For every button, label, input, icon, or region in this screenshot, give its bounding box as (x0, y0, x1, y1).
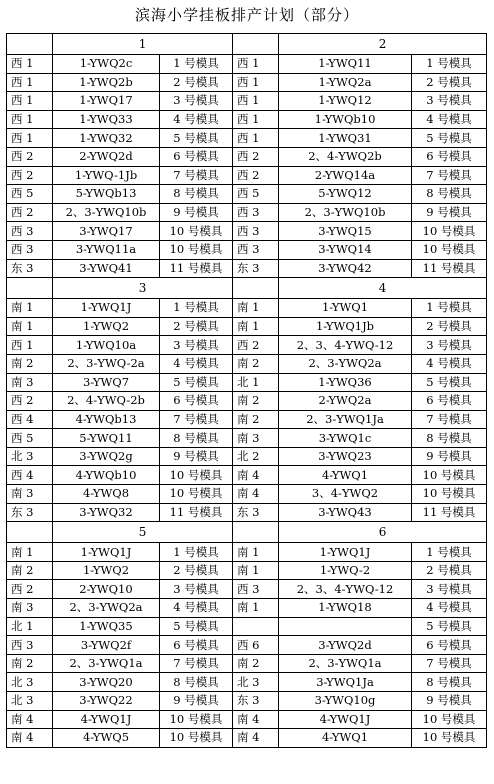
mold-cell: 5 号模具 (160, 373, 233, 392)
mold-cell: 8 号模具 (160, 185, 233, 204)
table-row (7, 561, 487, 580)
table-row (7, 203, 487, 222)
part-code-cell: 1-YWQ11 (279, 55, 412, 74)
part-code-cell: 1-YWQ18 (279, 599, 412, 618)
position-cell: 西 1 (7, 336, 53, 355)
position-cell: 南 1 (7, 299, 53, 318)
block-left-label: 3 (53, 278, 233, 299)
position-cell: 南 1 (233, 299, 279, 318)
mold-cell: 9 号模具 (412, 692, 487, 711)
part-code-cell: 3-YWQ20 (53, 673, 160, 692)
part-code-cell: 3、4-YWQ2 (279, 485, 412, 504)
mold-cell: 3 号模具 (160, 336, 233, 355)
part-code-cell: 5-YWQb13 (53, 185, 160, 204)
page-title: 滨海小学挂板排产计划（部分） (134, 6, 359, 24)
position-cell: 西 1 (7, 73, 53, 92)
block-header-spacer (7, 522, 53, 543)
mold-cell: 6 号模具 (412, 147, 487, 166)
part-code-cell: 1-YWQ10a (53, 336, 160, 355)
part-code-cell: 2、3-YWQ1a (279, 654, 412, 673)
position-cell (233, 617, 279, 636)
position-cell: 西 2 (7, 147, 53, 166)
part-code-cell: 1-YWQ1Jb (279, 317, 412, 336)
position-cell: 西 3 (7, 240, 53, 259)
mold-cell: 11 号模具 (160, 259, 233, 278)
mold-cell: 1 号模具 (412, 543, 487, 562)
mold-cell: 7 号模具 (412, 410, 487, 429)
position-cell: 南 1 (233, 317, 279, 336)
table-row (7, 729, 487, 748)
table-row (7, 673, 487, 692)
position-cell: 南 4 (233, 710, 279, 729)
part-code-cell: 3-YWQ7 (53, 373, 160, 392)
position-cell: 东 3 (233, 259, 279, 278)
table-row (7, 317, 487, 336)
block-right-label: 2 (279, 34, 487, 55)
position-cell: 西 3 (233, 240, 279, 259)
position-cell: 西 5 (233, 185, 279, 204)
mold-cell: 10 号模具 (412, 240, 487, 259)
mold-cell: 7 号模具 (412, 166, 487, 185)
position-cell: 东 3 (233, 692, 279, 711)
part-code-cell: 4-YWQb10 (53, 466, 160, 485)
mold-cell: 4 号模具 (412, 354, 487, 373)
mold-cell: 2 号模具 (160, 317, 233, 336)
table-row (7, 485, 487, 504)
block-header-spacer (233, 522, 279, 543)
part-code-cell: 1-YWQ17 (53, 92, 160, 111)
position-cell: 西 3 (233, 222, 279, 241)
position-cell: 西 2 (7, 203, 53, 222)
part-code-cell: 2、3-YWQ10b (53, 203, 160, 222)
table-row (7, 503, 487, 522)
position-cell: 南 4 (233, 485, 279, 504)
mold-cell: 10 号模具 (160, 485, 233, 504)
mold-cell: 4 号模具 (160, 599, 233, 618)
mold-cell: 8 号模具 (412, 185, 487, 204)
position-cell: 北 2 (233, 447, 279, 466)
table-row (7, 185, 487, 204)
part-code-cell: 1-YWQ1 (279, 299, 412, 318)
position-cell: 南 1 (7, 317, 53, 336)
position-cell: 南 4 (7, 710, 53, 729)
mold-cell: 1 号模具 (160, 299, 233, 318)
position-cell: 西 1 (7, 110, 53, 129)
part-code-cell: 3-YWQ1Ja (279, 673, 412, 692)
mold-cell: 9 号模具 (412, 203, 487, 222)
mold-cell: 10 号模具 (160, 222, 233, 241)
position-cell: 东 3 (7, 503, 53, 522)
table-row (7, 110, 487, 129)
table-row (7, 543, 487, 562)
position-cell: 西 5 (7, 429, 53, 448)
position-cell: 南 2 (233, 410, 279, 429)
block-header-row (7, 522, 487, 543)
position-cell: 西 1 (7, 55, 53, 74)
mold-cell: 9 号模具 (160, 692, 233, 711)
block-left-label: 1 (53, 34, 233, 55)
part-code-cell: 3-YWQ22 (53, 692, 160, 711)
position-cell: 南 2 (233, 392, 279, 411)
position-cell: 南 2 (233, 654, 279, 673)
part-code-cell: 2-YWQ2d (53, 147, 160, 166)
schedule-body (7, 34, 487, 748)
position-cell: 西 3 (7, 636, 53, 655)
position-cell: 北 3 (7, 447, 53, 466)
mold-cell: 2 号模具 (412, 317, 487, 336)
part-code-cell: 3-YWQ41 (53, 259, 160, 278)
mold-cell: 11 号模具 (160, 503, 233, 522)
table-row (7, 299, 487, 318)
part-code-cell: 2、3-YWQ1Ja (279, 410, 412, 429)
part-code-cell: 4-YWQ1 (279, 466, 412, 485)
block-header-spacer (7, 34, 53, 55)
part-code-cell: 4-YWQ5 (53, 729, 160, 748)
mold-cell: 1 号模具 (160, 543, 233, 562)
mold-cell: 4 号模具 (160, 110, 233, 129)
position-cell: 东 3 (7, 259, 53, 278)
mold-cell: 11 号模具 (412, 503, 487, 522)
table-row (7, 373, 487, 392)
part-code-cell: 2、3-YWQ2a (279, 354, 412, 373)
mold-cell: 4 号模具 (160, 354, 233, 373)
position-cell: 西 4 (7, 410, 53, 429)
table-row (7, 259, 487, 278)
position-cell: 西 2 (7, 580, 53, 599)
position-cell: 西 4 (7, 466, 53, 485)
part-code-cell: 1-YWQ32 (53, 129, 160, 148)
mold-cell: 3 号模具 (160, 92, 233, 111)
table-row (7, 92, 487, 111)
position-cell: 西 2 (7, 166, 53, 185)
position-cell: 西 6 (233, 636, 279, 655)
position-cell: 南 4 (7, 729, 53, 748)
position-cell: 南 1 (233, 599, 279, 618)
position-cell: 南 4 (233, 729, 279, 748)
part-code-cell: 2、3-YWQ10b (279, 203, 412, 222)
part-code-cell: 1-YWQ1J (53, 543, 160, 562)
position-cell: 南 2 (233, 354, 279, 373)
part-code-cell: 1-YWQ2 (53, 561, 160, 580)
mold-cell: 7 号模具 (412, 654, 487, 673)
part-code-cell: 3-YWQ10g (279, 692, 412, 711)
mold-cell: 5 号模具 (160, 129, 233, 148)
mold-cell: 8 号模具 (412, 429, 487, 448)
part-code-cell: 2、4-YWQ2b (279, 147, 412, 166)
table-row (7, 129, 487, 148)
mold-cell: 6 号模具 (412, 392, 487, 411)
position-cell: 北 3 (7, 692, 53, 711)
table-row (7, 147, 487, 166)
part-code-cell: 5-YWQ11 (53, 429, 160, 448)
table-row (7, 222, 487, 241)
position-cell: 南 3 (7, 599, 53, 618)
part-code-cell: 2-YWQ10 (53, 580, 160, 599)
block-left-label: 5 (53, 522, 233, 543)
part-code-cell: 1-YWQ35 (53, 617, 160, 636)
mold-cell: 6 号模具 (412, 636, 487, 655)
part-code-cell: 3-YWQ32 (53, 503, 160, 522)
part-code-cell: 3-YWQ42 (279, 259, 412, 278)
mold-cell: 3 号模具 (412, 92, 487, 111)
mold-cell: 4 号模具 (412, 599, 487, 618)
part-code-cell: 4-YWQ8 (53, 485, 160, 504)
mold-cell: 8 号模具 (160, 429, 233, 448)
table-row (7, 580, 487, 599)
position-cell: 西 1 (7, 92, 53, 111)
mold-cell: 7 号模具 (160, 654, 233, 673)
part-code-cell: 3-YWQ2g (53, 447, 160, 466)
mold-cell: 1 号模具 (412, 299, 487, 318)
position-cell: 东 3 (233, 503, 279, 522)
part-code-cell: 3-YWQ2d (279, 636, 412, 655)
mold-cell: 5 号模具 (412, 129, 487, 148)
part-code-cell: 1-YWQ2b (53, 73, 160, 92)
part-code-cell: 2、3-YWQ-2a (53, 354, 160, 373)
table-row (7, 429, 487, 448)
part-code-cell: 4-YWQ1J (279, 710, 412, 729)
block-header-spacer (233, 34, 279, 55)
part-code-cell: 1-YWQ1J (279, 543, 412, 562)
mold-cell: 6 号模具 (160, 147, 233, 166)
position-cell: 西 3 (233, 203, 279, 222)
block-right-label: 6 (279, 522, 487, 543)
mold-cell: 10 号模具 (412, 222, 487, 241)
position-cell: 南 2 (7, 561, 53, 580)
table-row (7, 392, 487, 411)
table-row (7, 692, 487, 711)
position-cell: 北 1 (7, 617, 53, 636)
mold-cell: 7 号模具 (160, 166, 233, 185)
part-code-cell: 2、4-YWQ-2b (53, 392, 160, 411)
position-cell: 西 2 (233, 147, 279, 166)
table-row (7, 240, 487, 259)
part-code-cell: 1-YWQ33 (53, 110, 160, 129)
part-code-cell: 1-YWQ2c (53, 55, 160, 74)
mold-cell: 9 号模具 (160, 203, 233, 222)
part-code-cell: 5-YWQ12 (279, 185, 412, 204)
position-cell: 南 3 (7, 373, 53, 392)
mold-cell: 9 号模具 (160, 447, 233, 466)
table-row (7, 410, 487, 429)
mold-cell: 9 号模具 (412, 447, 487, 466)
mold-cell: 10 号模具 (412, 710, 487, 729)
position-cell: 北 3 (7, 673, 53, 692)
position-cell: 南 1 (7, 543, 53, 562)
position-cell: 南 3 (7, 485, 53, 504)
table-row (7, 466, 487, 485)
position-cell: 南 1 (233, 561, 279, 580)
mold-cell: 10 号模具 (160, 466, 233, 485)
position-cell: 西 3 (7, 222, 53, 241)
mold-cell: 3 号模具 (412, 336, 487, 355)
table-row (7, 710, 487, 729)
mold-cell: 7 号模具 (160, 410, 233, 429)
block-right-label: 4 (279, 278, 487, 299)
mold-cell: 5 号模具 (412, 373, 487, 392)
table-row (7, 617, 487, 636)
mold-cell: 10 号模具 (412, 729, 487, 748)
part-code-cell: 1-YWQ-2 (279, 561, 412, 580)
mold-cell: 8 号模具 (412, 673, 487, 692)
mold-cell: 10 号模具 (160, 240, 233, 259)
table-row (7, 166, 487, 185)
mold-cell: 1 号模具 (160, 55, 233, 74)
table-row (7, 336, 487, 355)
part-code-cell: 3-YWQ43 (279, 503, 412, 522)
position-cell: 西 3 (233, 580, 279, 599)
mold-cell: 5 号模具 (160, 617, 233, 636)
mold-cell: 5 号模具 (412, 617, 487, 636)
position-cell: 西 1 (233, 110, 279, 129)
mold-cell: 6 号模具 (160, 392, 233, 411)
position-cell: 北 3 (233, 673, 279, 692)
part-code-cell: 1-YWQb10 (279, 110, 412, 129)
mold-cell: 2 号模具 (412, 561, 487, 580)
part-code-cell: 2、3、4-YWQ-12 (279, 580, 412, 599)
mold-cell: 1 号模具 (412, 55, 487, 74)
mold-cell: 11 号模具 (412, 259, 487, 278)
table-row (7, 636, 487, 655)
part-code-cell: 1-YWQ31 (279, 129, 412, 148)
part-code-cell: 1-YWQ12 (279, 92, 412, 111)
part-code-cell: 2、3、4-YWQ-12 (279, 336, 412, 355)
position-cell: 南 2 (7, 654, 53, 673)
part-code-cell: 2-YWQ14a (279, 166, 412, 185)
mold-cell: 2 号模具 (160, 73, 233, 92)
part-code-cell: 4-YWQ1J (53, 710, 160, 729)
mold-cell: 2 号模具 (412, 73, 487, 92)
table-row (7, 55, 487, 74)
position-cell: 西 2 (233, 336, 279, 355)
mold-cell: 3 号模具 (412, 580, 487, 599)
part-code-cell: 1-YWQ2a (279, 73, 412, 92)
part-code-cell: 3-YWQ17 (53, 222, 160, 241)
block-header-spacer (233, 278, 279, 299)
part-code-cell: 4-YWQ1 (279, 729, 412, 748)
part-code-cell: 1-YWQ-1Jb (53, 166, 160, 185)
part-code-cell: 2、3-YWQ2a (53, 599, 160, 618)
position-cell: 西 1 (233, 55, 279, 74)
part-code-cell: 3-YWQ11a (53, 240, 160, 259)
mold-cell: 4 号模具 (412, 110, 487, 129)
mold-cell: 3 号模具 (160, 580, 233, 599)
part-code-cell: 3-YWQ23 (279, 447, 412, 466)
table-row (7, 599, 487, 618)
position-cell: 西 2 (233, 166, 279, 185)
position-cell: 西 2 (7, 392, 53, 411)
part-code-cell: 2、3-YWQ1a (53, 654, 160, 673)
table-row (7, 354, 487, 373)
position-cell: 西 1 (7, 129, 53, 148)
part-code-cell: 3-YWQ2f (53, 636, 160, 655)
part-code-cell: 1-YWQ36 (279, 373, 412, 392)
part-code-cell: 2-YWQ2a (279, 392, 412, 411)
table-row (7, 447, 487, 466)
position-cell: 西 5 (7, 185, 53, 204)
position-cell: 南 4 (233, 466, 279, 485)
mold-cell: 10 号模具 (412, 466, 487, 485)
part-code-cell: 1-YWQ1J (53, 299, 160, 318)
mold-cell: 10 号模具 (160, 729, 233, 748)
position-cell: 西 1 (233, 92, 279, 111)
table-row (7, 654, 487, 673)
part-code-cell: 4-YWQb13 (53, 410, 160, 429)
block-header-row (7, 278, 487, 299)
block-header-row (7, 34, 487, 55)
part-code-cell: 3-YWQ14 (279, 240, 412, 259)
production-schedule-table (6, 33, 487, 748)
mold-cell: 8 号模具 (160, 673, 233, 692)
mold-cell: 10 号模具 (160, 710, 233, 729)
position-cell: 南 1 (233, 543, 279, 562)
block-header-spacer (7, 278, 53, 299)
mold-cell: 6 号模具 (160, 636, 233, 655)
mold-cell: 2 号模具 (160, 561, 233, 580)
table-row (7, 73, 487, 92)
part-code-cell: 3-YWQ15 (279, 222, 412, 241)
mold-cell: 10 号模具 (412, 485, 487, 504)
part-code-cell: 3-YWQ1c (279, 429, 412, 448)
position-cell: 西 1 (233, 129, 279, 148)
position-cell: 北 1 (233, 373, 279, 392)
position-cell: 南 3 (233, 429, 279, 448)
position-cell: 南 2 (7, 354, 53, 373)
position-cell: 西 1 (233, 73, 279, 92)
part-code-cell: 1-YWQ2 (53, 317, 160, 336)
part-code-cell (279, 617, 412, 636)
